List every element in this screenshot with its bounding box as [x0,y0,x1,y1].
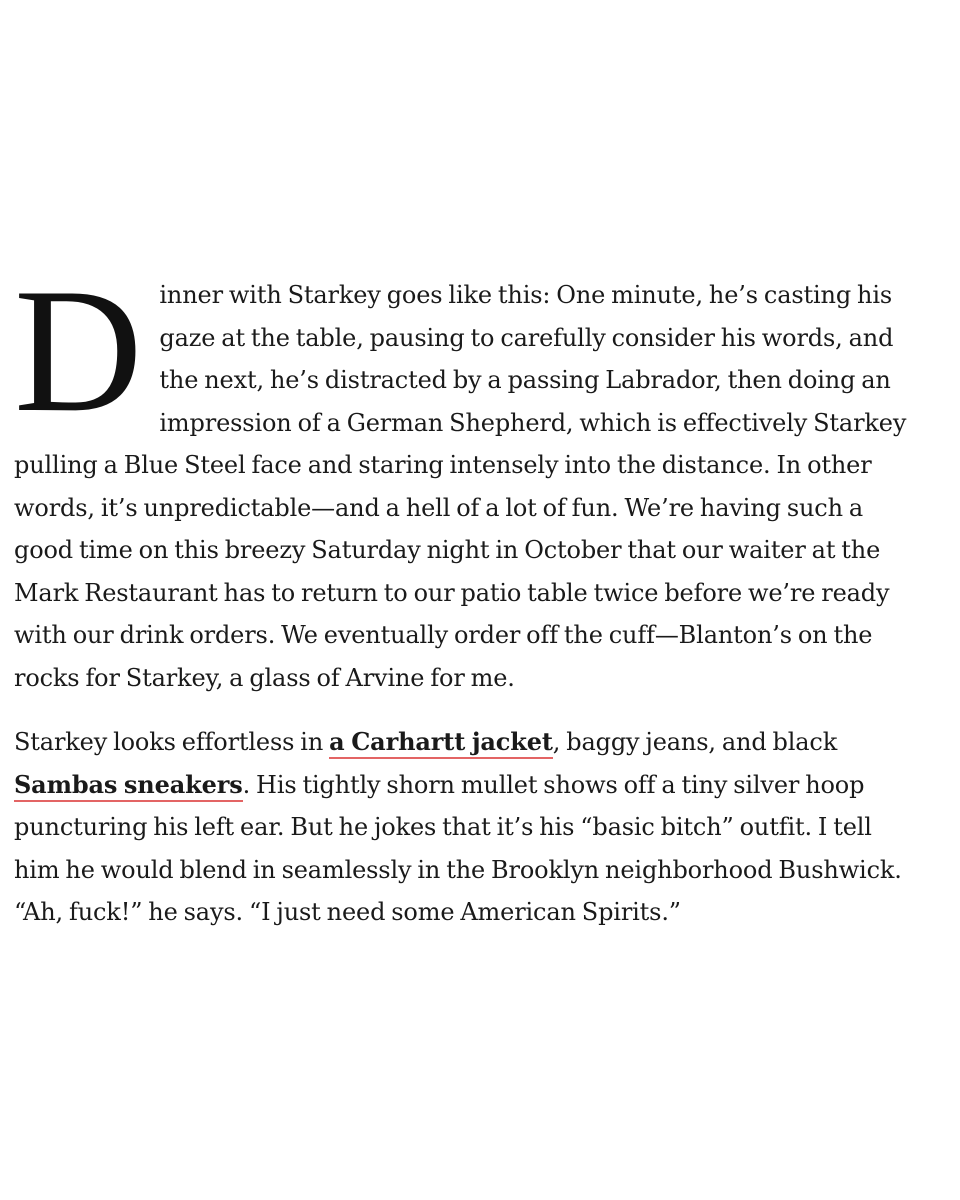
paragraph-outfit-text-3: . His tightly shorn mullet shows off a tiny silver hoop puncturing his left ear. But he jokes that it’s his “basic bitch” outfit. I tell him he would blend in seamlessly in the Brooklyn neighborhood Bushwick. “Ah, fuck!” he says. “I just need some American Spirits.” [14,770,902,926]
paragraph-outfit [14,721,919,934]
paragraph-outfit-text-2: , baggy jeans, and black [552,728,838,756]
carhartt-jacket-link[interactable]: a Carhartt jacket [329,727,553,759]
drop-cap: D [14,251,143,449]
paragraph-intro [14,251,919,699]
sambas-sneakers-link[interactable]: Sambas sneakers [14,770,243,802]
paragraph-outfit-text-1: Starkey looks effortless in [14,728,330,756]
article-body [14,251,919,934]
paragraph-intro-text: inner with Starkey goes like this: One minute, he’s casting his gaze at the table, pausing to carefully consider his words, and the next, he’s distracted by a passing Labrador, then doing an impression of a German Shepherd, which is effectively Starkey pulling a Blue Steel face and staring intensely into the distance. In other words, it’s unpredictable—and a hell of a lot of fun. We’re having such a good time on this breezy Saturday night in October that our waiter at the Mark Restaurant has to return to our patio table twice before we’re ready with our drink orders. We eventually order off the cuff—Blanton’s on the rocks for Starkey, a glass of Arvine for me. [14,281,907,692]
